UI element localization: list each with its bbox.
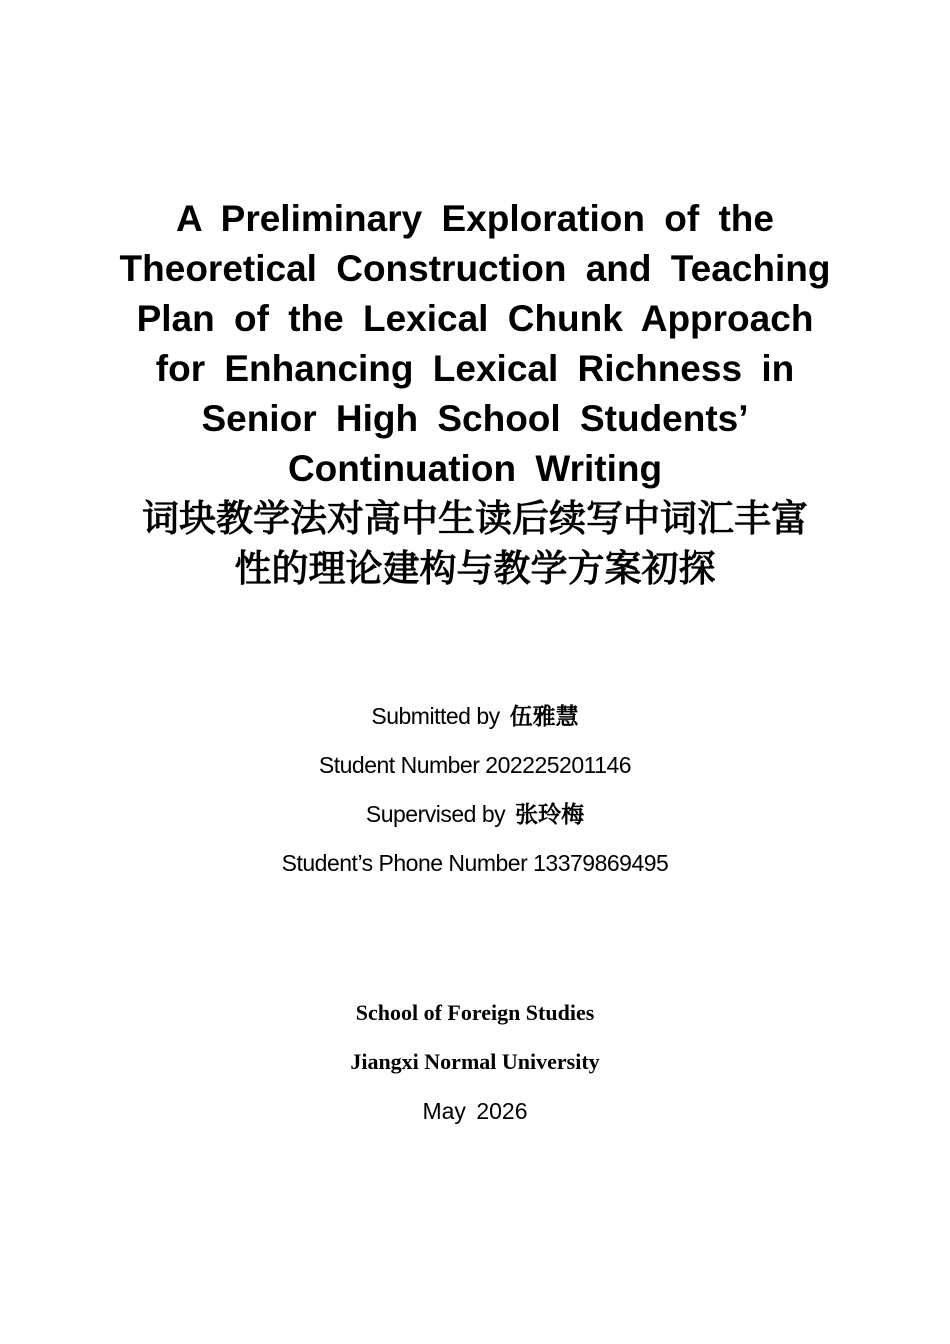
phone-number-line — [95, 844, 855, 893]
english-title-line-2: Theoretical Construction and Teaching — [119, 248, 831, 289]
phone-number-value: 13379869495 — [533, 850, 669, 876]
supervised-by-line — [95, 795, 855, 844]
english-title-line-3: Plan of the Lexical Chunk Approach — [136, 298, 814, 339]
thesis-title — [95, 194, 855, 594]
chinese-title-line-2: 性的理论建构与教学方案初探 — [234, 547, 716, 590]
supervised-by-label: Supervised by — [365, 801, 506, 827]
university-name: Jiangxi Normal University — [350, 1049, 600, 1074]
english-title — [95, 194, 855, 494]
school-name: School of Foreign Studies — [355, 1000, 595, 1025]
submitted-by-label: Submitted by — [371, 703, 500, 729]
phone-number-label: Student’s Phone Number — [281, 850, 528, 876]
submitted-by-name: 伍雅慧 — [509, 704, 579, 730]
student-number-line — [95, 746, 855, 795]
english-title-line-4: for Enhancing Lexical Richness in — [155, 348, 795, 389]
chinese-title-line-1: 词块教学法对高中生读后续写中词汇丰富 — [142, 497, 808, 540]
english-title-line-1: A Preliminary Exploration of the — [176, 198, 774, 239]
student-number-label: Student Number — [318, 752, 480, 778]
chinese-title — [95, 494, 855, 594]
supervisor-name: 张玲梅 — [515, 802, 585, 828]
english-title-line-6: Continuation Writing — [287, 448, 663, 489]
student-info — [95, 697, 855, 893]
institution-block — [95, 995, 855, 1129]
english-title-line-5: Senior High School Students’ — [201, 398, 749, 439]
submission-date: May 2026 — [422, 1098, 528, 1124]
student-number-value: 202225201146 — [485, 752, 632, 778]
submitted-by-line — [95, 697, 855, 746]
